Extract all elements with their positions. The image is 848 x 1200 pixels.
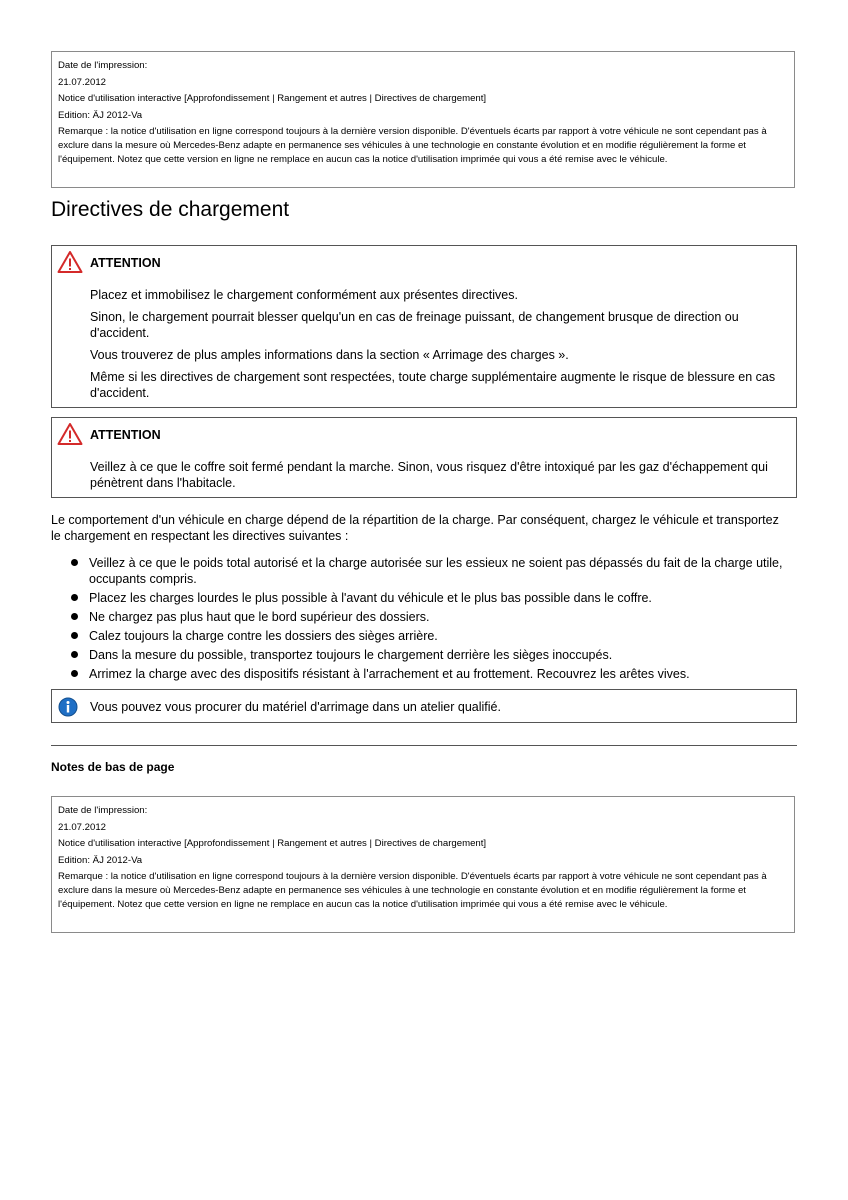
warning-paragraph: Placez et immobilisez le chargement conformément aux présentes directives.: [90, 288, 518, 302]
warning-triangle-icon: [57, 250, 83, 274]
print-date-label: Date de l'impression:: [58, 60, 148, 71]
edition: Edition: ÄJ 2012-Va: [58, 109, 143, 121]
print-date-label: Date de l'impression:: [58, 805, 148, 816]
warning-heading: ATTENTION: [90, 428, 161, 442]
breadcrumb: Notice d'utilisation interactive [Approfondissement | Rangement et autres | Directives de chargement]: [58, 838, 487, 850]
bullet-icon: [71, 594, 78, 601]
bullet-icon: [71, 559, 78, 566]
bullet-icon: [71, 670, 78, 677]
list-item: Placez les charges lourdes le plus possible à l'avant du véhicule et le plus bas possible dans le coffre.: [51, 590, 791, 606]
loading-guidelines-list: [51, 555, 791, 685]
warning-paragraph: Veillez à ce que le coffre soit fermé pendant la marche. Sinon, vous risquez d'être intoxiqué par les gaz d'échappement qui pénètrent dans l'habitacle.: [90, 460, 768, 490]
intro-paragraph: Le comportement d'un véhicule en charge dépend de la répartition de la charge. Par conséquent, chargez le véhicule et transportez le chargement en respectant les directives suivantes :: [51, 513, 779, 543]
bullet-icon: [71, 651, 78, 658]
bullet-icon: [71, 613, 78, 620]
edition: Edition: ÄJ 2012-Va: [58, 854, 143, 866]
tip-text: Vous pouvez vous procurer du matériel d'arrimage dans un atelier qualifié.: [90, 700, 501, 714]
print-date: 21.07.2012: [58, 76, 107, 88]
warning-box-1: [51, 245, 797, 408]
print-info-box-bottom: [51, 796, 795, 933]
page-title: Directives de chargement: [51, 198, 290, 221]
remark: Remarque : la notice d'utilisation en ligne correspond toujours à la dernière version disponible. D'éventuels écarts par rapport à votre véhicule ne sont cependant pas à exclure dans la mesure où Mercedes-Benz adapte en permanence ses véhicules à une technologie en constante évolution et en modifie régulièrement la forme et l'équipement. Notez que cette version en ligne ne remplace en aucun cas la notice d'utilisation imprimée qui vous a été remise avec le véhicule.: [58, 126, 767, 165]
warning-box-2: [51, 417, 797, 498]
print-info-box-top: [51, 51, 795, 188]
warning-heading: ATTENTION: [90, 256, 161, 270]
breadcrumb: Notice d'utilisation interactive [Approfondissement | Rangement et autres | Directives de chargement]: [58, 93, 487, 105]
remark: Remarque : la notice d'utilisation en ligne correspond toujours à la dernière version disponible. D'éventuels écarts par rapport à votre véhicule ne sont cependant pas à exclure dans la mesure où Mercedes-Benz adapte en permanence ses véhicules à une technologie en constante évolution et en modifie régulièrement la forme et l'équipement. Notez que cette version en ligne ne remplace en aucun cas la notice d'utilisation imprimée qui vous a été remise avec le véhicule.: [58, 871, 767, 910]
warning-paragraph: Vous trouverez de plus amples informations dans la section « Arrimage des charges ».: [90, 348, 569, 362]
tip-box: [51, 689, 797, 723]
footnotes-heading: Notes de bas de page: [51, 760, 175, 774]
section-divider: [51, 745, 797, 746]
list-item: Dans la mesure du possible, transportez toujours le chargement derrière les sièges inoccupés.: [51, 647, 791, 663]
list-item: Calez toujours la charge contre les dossiers des sièges arrière.: [51, 628, 791, 644]
bullet-icon: [71, 632, 78, 639]
warning-paragraph: Même si les directives de chargement sont respectées, toute charge supplémentaire augmente le risque de blessure en cas d'accident.: [90, 370, 776, 400]
print-date: 21.07.2012: [58, 821, 107, 833]
list-item: Arrimez la charge avec des dispositifs résistant à l'arrachement et au frottement. Recouvrez les arêtes vives.: [51, 666, 791, 682]
warning-paragraph: Sinon, le chargement pourrait blesser quelqu'un en cas de freinage puissant, de changement brusque de direction ou d'accident.: [90, 310, 739, 340]
list-item: Veillez à ce que le poids total autorisé et la charge autorisée sur les essieux ne soient pas dépassés du fait de la charge utile, occupants compris.: [51, 555, 791, 587]
list-item: Ne chargez pas plus haut que le bord supérieur des dossiers.: [51, 609, 791, 625]
warning-triangle-icon: [57, 422, 83, 446]
info-icon: [58, 697, 78, 717]
